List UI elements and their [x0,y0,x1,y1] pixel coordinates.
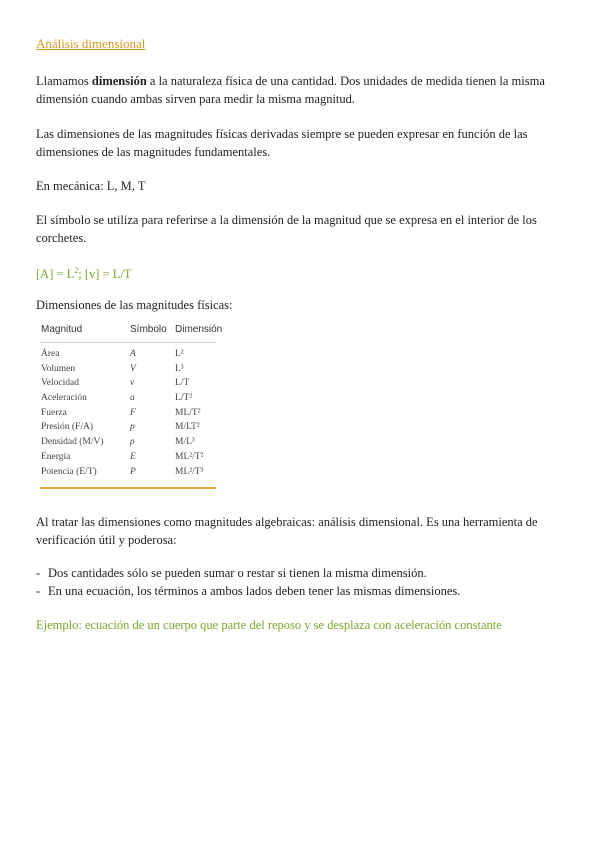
table-header [40,322,223,343]
p1-before: Llamamos [36,74,92,88]
cell-magnitud: Volumen [41,363,76,374]
cell-simbolo: ρ [130,437,135,448]
formula-line [36,262,570,283]
cell-magnitud: Energía [41,451,71,462]
formula-area-exponent: 2 [74,266,79,275]
cell-magnitud: Área [41,349,60,359]
paragraph-derived-magnitudes: Las dimensiones de las magnitudes físicas derivadas siempre se pueden expresar en función de las dimensiones de las magnitudes fundamentales. [36,127,528,159]
section-title[interactable]: Análisis dimensional [36,36,146,51]
table-body [40,343,216,481]
table-row [40,467,216,482]
cell-dimension: M/L³ [175,437,195,448]
cell-simbolo: V [130,363,136,374]
paragraph-symbol-usage: El símbolo se utiliza para referirse a la dimensión de la magnitud que se expresa en el interior de los corchetes. [36,213,537,245]
cell-simbolo: a [130,393,135,404]
dimensions-table [40,322,223,489]
cell-simbolo: v [130,378,135,389]
list-dash: - [36,566,41,580]
rules-list [36,564,570,600]
cell-dimension: L² [175,349,184,359]
cell-dimension: ML²/T² [175,451,204,462]
cell-magnitud: Fuerza [41,407,67,418]
cell-dimension: L/T² [175,393,193,404]
formula-area: [A] = L [36,267,75,282]
cell-magnitud: Presión (F/A) [41,422,93,433]
header-magnitud: Magnitud [41,324,83,335]
table-row [40,364,216,379]
paragraph-mechanics: En mecánica: L, M, T [36,179,146,193]
paragraph-dimensional-analysis: Al tratar las dimensiones como magnitudes algebraicas: análisis dimensional. Es una herramienta de verificación útil y poderosa: [36,515,538,547]
list-item [36,564,570,582]
cell-dimension: L³ [175,363,184,374]
cell-simbolo: P [130,466,136,477]
cell-magnitud: Densidad (M/V) [41,437,104,448]
table-row [40,422,216,437]
header-simbolo: Símbolo [130,324,167,335]
paragraph-dimension-definition [36,72,570,108]
table-row [40,378,216,393]
example-line: Ejemplo: ecuación de un cuerpo que parte del reposo y se desplaza con aceleración constante [36,618,502,632]
table-row [40,437,216,452]
cell-dimension: ML²/T³ [175,466,204,477]
formula-velocity: ; [v] = L/T [78,267,132,282]
table-row [40,452,216,467]
paragraph-table-caption: Dimensiones de las magnitudes físicas: [36,298,233,312]
cell-simbolo: F [130,407,136,418]
p1-after: a la naturaleza física de una cantidad. Dos unidades de medida tienen la misma dimensión cuando ambas sirven para medir la misma magnitud. [36,74,545,106]
table-row [40,349,216,364]
p1-bold-term: dimensión [91,74,147,88]
cell-magnitud: Potencia (E/T) [41,466,97,477]
cell-simbolo: p [130,422,135,433]
header-dimension: Dimensión [175,324,223,335]
list-dash: - [36,584,41,598]
cell-dimension: L/T [175,378,190,389]
list-item-text: Dos cantidades sólo se pueden sumar o restar si tienen la misma dimensión. [48,566,427,580]
cell-simbolo: E [130,451,136,462]
table-row [40,408,216,423]
cell-magnitud: Velocidad [41,378,79,389]
cell-simbolo: A [130,349,136,359]
cell-dimension: M/LT² [175,422,200,433]
list-item [36,582,570,600]
table-bottom-rule [40,487,216,489]
table-row [40,393,216,408]
cell-magnitud: Aceleración [41,393,87,404]
cell-dimension: ML/T² [175,407,201,418]
list-item-text: En una ecuación, los términos a ambos lados deben tener las mismas dimensiones. [48,584,461,598]
